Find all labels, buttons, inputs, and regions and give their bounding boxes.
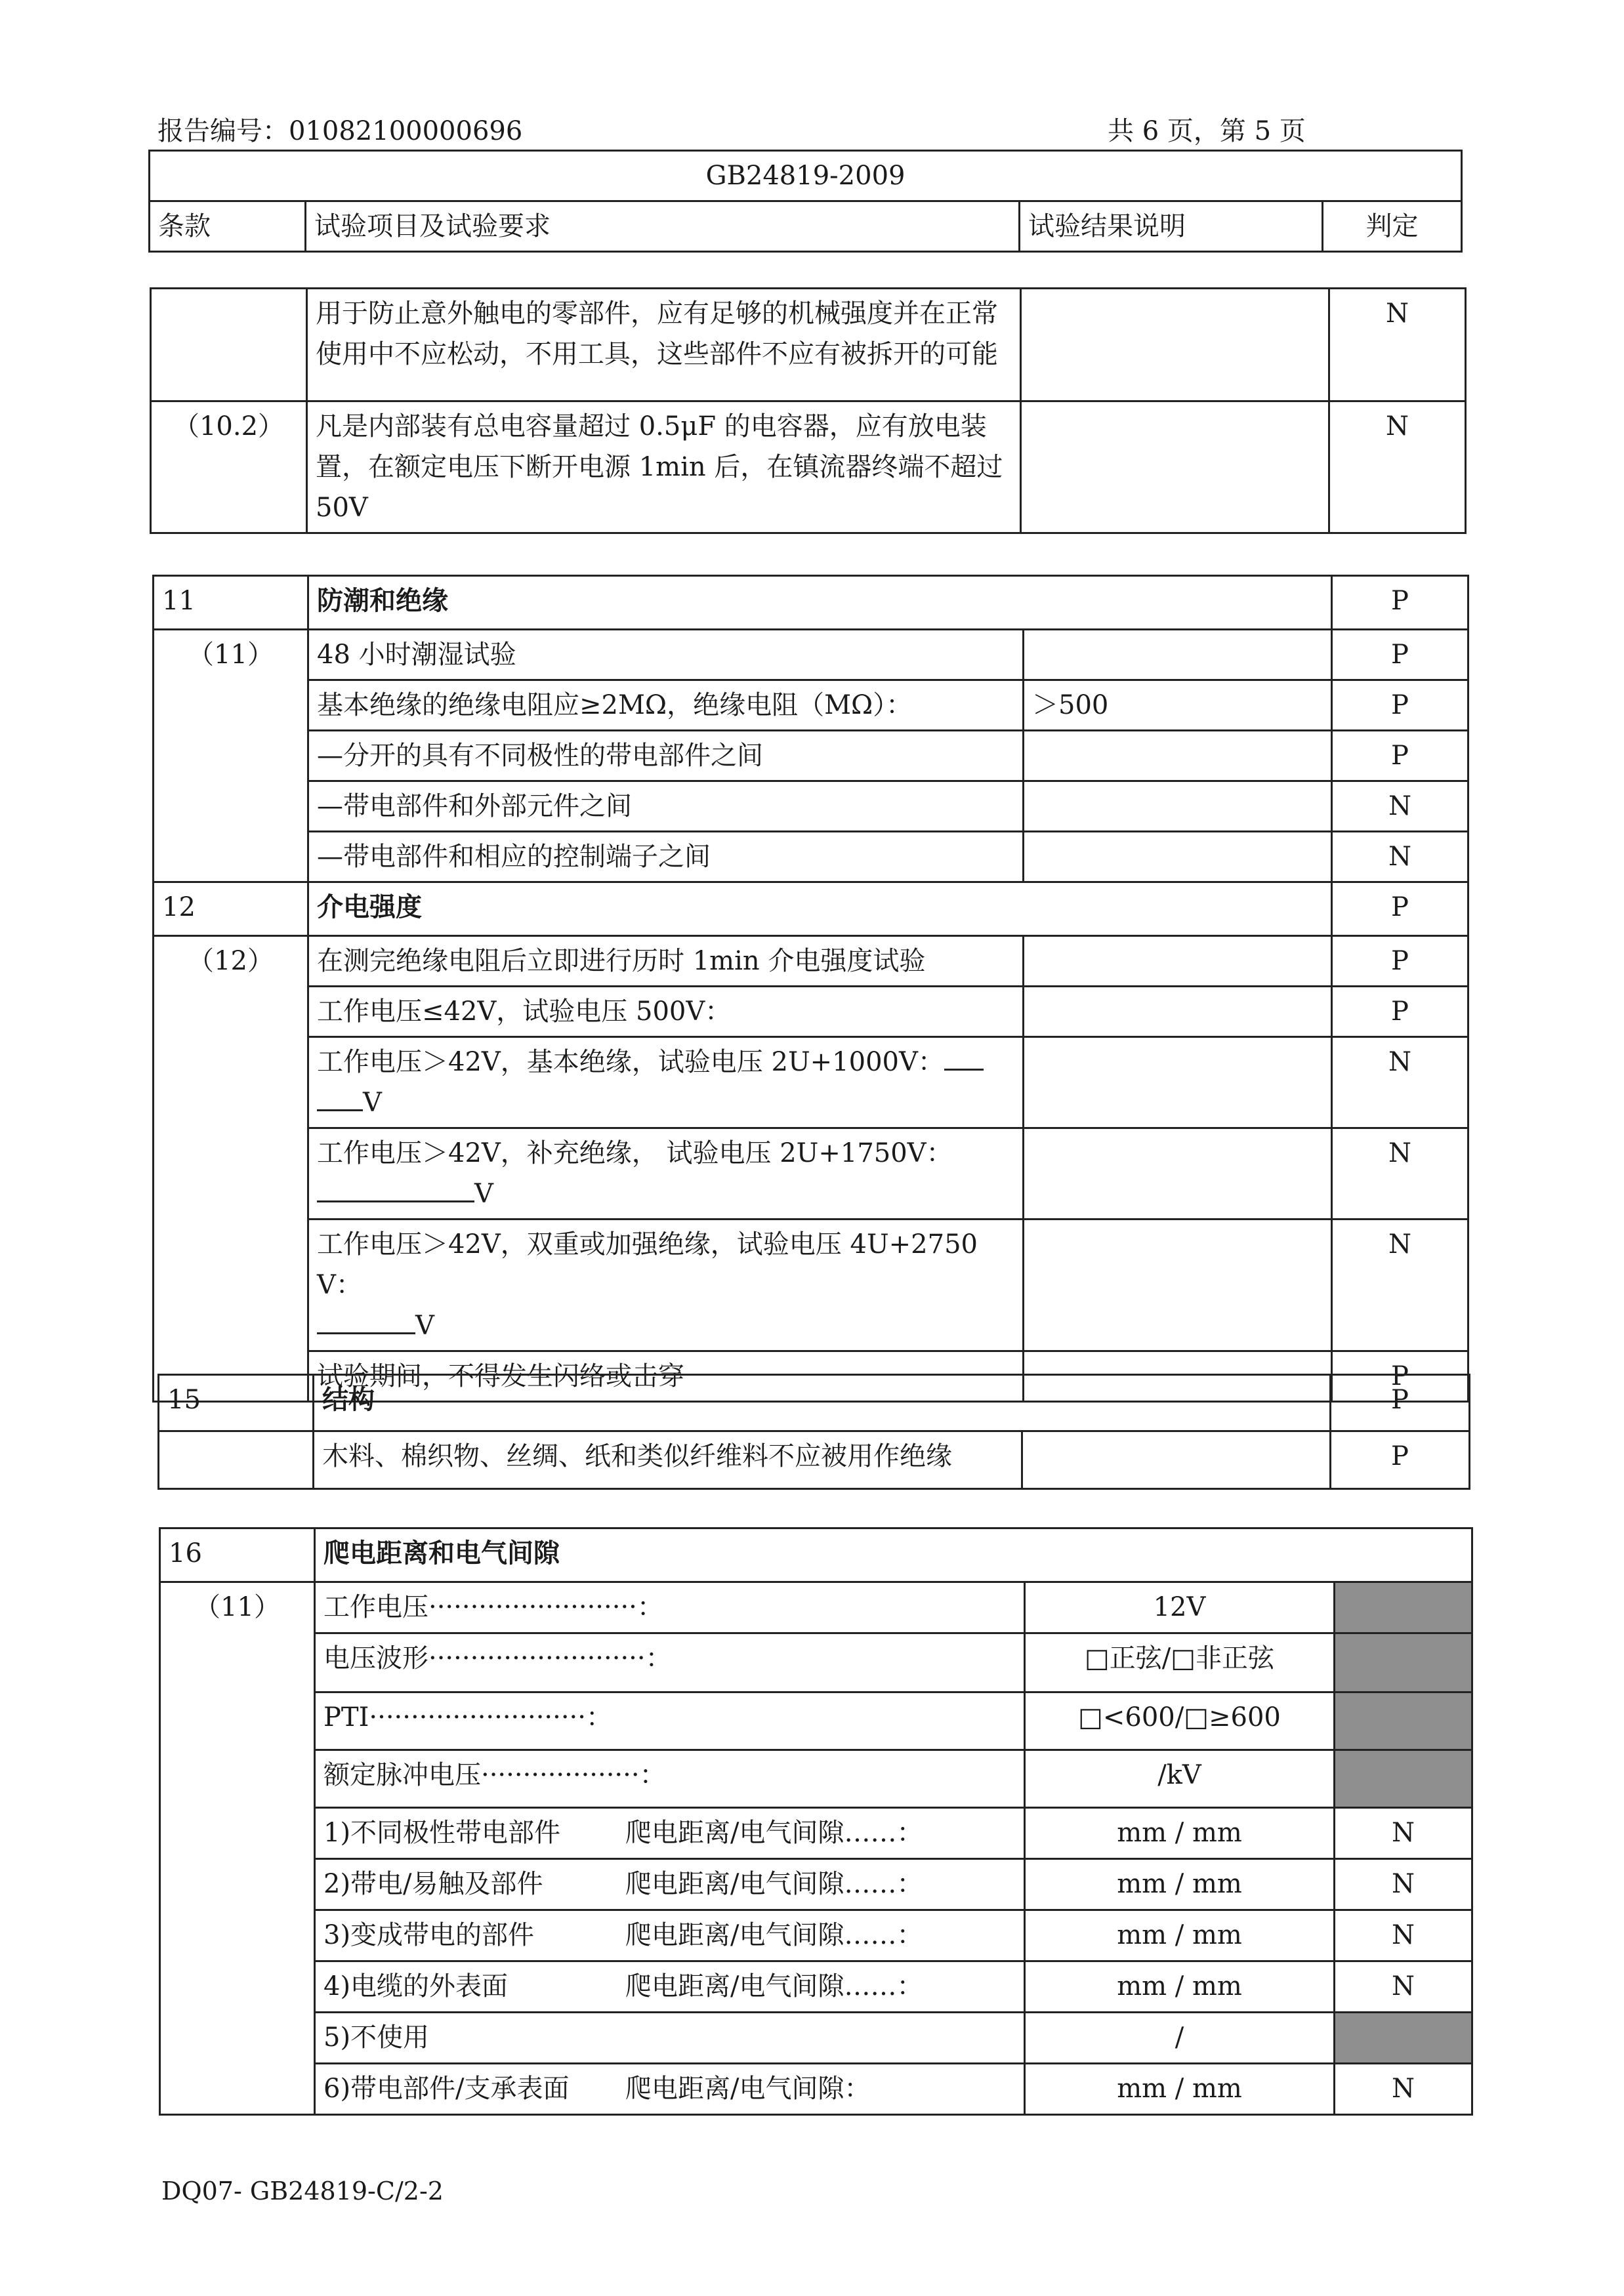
section-row [159, 1375, 1470, 1431]
verdict-cell: N [1335, 1808, 1472, 1859]
unit-text: V [415, 1311, 434, 1341]
verdict-cell: N [1329, 289, 1466, 401]
block-11-12 [152, 575, 1469, 1403]
distance-value: / [1025, 2013, 1335, 2064]
verdict-cell: P [1332, 630, 1468, 680]
col-item-header: 试验项目及试验要求 [306, 201, 1020, 252]
shaded-cell [1335, 1633, 1472, 1692]
item-cell: —分开的具有不同极性的带电部件之间 [308, 731, 1024, 781]
report-number: 报告编号：01082100000696 [157, 116, 523, 146]
sub-clause-cell: （11） [154, 630, 308, 882]
form-code: DQ07- GB24819-C/2-2 [161, 2177, 444, 2205]
verdict-cell: P [1332, 1351, 1468, 1402]
table-row [154, 630, 1468, 680]
verdict-cell: N [1329, 401, 1466, 533]
table-row [160, 1692, 1472, 1750]
section-title: 介电强度 [308, 882, 1332, 936]
col-verdict-header: 判定 [1323, 201, 1462, 252]
result-cell [1024, 781, 1332, 832]
part-name: 1)不同极性带电部件 [323, 1818, 561, 1848]
item-text: 工作电压＞42V，双重或加强绝缘，试验电压 4U+2750V： [317, 1229, 978, 1300]
verdict-cell: P [1332, 987, 1468, 1037]
result-cell [1021, 401, 1329, 533]
item-cell [308, 1128, 1024, 1220]
table-row [160, 1910, 1472, 1961]
result-cell [1022, 1431, 1331, 1489]
clause-cell: 15 [159, 1375, 314, 1431]
distance-value: mm / mm [1025, 1808, 1335, 1859]
result-cell [1024, 630, 1332, 680]
verdict-cell: N [1335, 1961, 1472, 2013]
distance-item [315, 2064, 1025, 2115]
section-row [154, 882, 1468, 936]
distance-item [315, 2013, 1025, 2064]
verdict-cell: P [1332, 882, 1468, 936]
clause-cell: 11 [154, 576, 308, 630]
section-title: 爬电距离和电气间隙 [315, 1528, 1472, 1582]
item-cell: 试验期间，不得发生闪络或击穿 [308, 1351, 1024, 1402]
table-row [154, 1220, 1468, 1351]
result-cell [1021, 289, 1329, 401]
block-15 [157, 1374, 1470, 1490]
blank-line [317, 1174, 474, 1202]
table-row [154, 731, 1468, 781]
result-cell [1024, 1220, 1332, 1351]
table-row [154, 987, 1468, 1037]
shaded-cell [1335, 1692, 1472, 1750]
result-cell [1024, 987, 1332, 1037]
verdict-cell: N [1335, 2064, 1472, 2115]
unit-text: V [363, 1088, 382, 1118]
table-row [154, 680, 1468, 731]
block-10 [150, 287, 1467, 534]
result-cell [1024, 1037, 1332, 1128]
distance-value: mm / mm [1025, 2064, 1335, 2115]
table-row [160, 1582, 1472, 1633]
blank-line [317, 1083, 363, 1111]
verdict-cell: P [1332, 731, 1468, 781]
distance-label: 爬电距离/电气间隙……： [625, 1869, 923, 1899]
item-cell: 凡是内部装有总电容量超过 0.5μF 的电容器，应有放电装置，在额定电压下断开电源 1min 后，在镇流器终端不超过 50V [307, 401, 1021, 533]
table-row [159, 1431, 1470, 1489]
verdict-cell: N [1335, 1910, 1472, 1961]
table-row [160, 1633, 1472, 1692]
verdict-cell: N [1332, 781, 1468, 832]
item-cell [308, 1037, 1024, 1128]
param-value: 12V [1025, 1582, 1335, 1633]
result-cell [1024, 1128, 1332, 1220]
table-row [160, 1808, 1472, 1859]
table-row [154, 1128, 1468, 1220]
sub-clause-cell: （11） [160, 1582, 315, 2115]
distance-item [315, 1808, 1025, 1859]
blank-line [944, 1042, 984, 1071]
page-info: 共 6 页，第 5 页 [1108, 116, 1306, 146]
table-row [154, 1037, 1468, 1128]
table-row [160, 1859, 1472, 1910]
unit-text: V [474, 1179, 493, 1209]
distance-label: 爬电距离/电气间隙： [625, 2074, 871, 2104]
param-value: □正弦/□非正弦 [1025, 1633, 1335, 1692]
section-row [160, 1528, 1472, 1582]
item-cell: 基本绝缘的绝缘电阻应≥2MΩ，绝缘电阻（MΩ）： [308, 680, 1024, 731]
table-row [160, 2064, 1472, 2115]
param-value: □<600/□≥600 [1025, 1692, 1335, 1750]
verdict-cell: N [1332, 1128, 1468, 1220]
verdict-cell: P [1332, 936, 1468, 987]
param-value: /kV [1025, 1750, 1335, 1808]
distance-value: mm / mm [1025, 1961, 1335, 2013]
verdict-cell: P [1332, 680, 1468, 731]
result-cell [1024, 936, 1332, 987]
part-name: 3)变成带电的部件 [323, 1920, 535, 1950]
col-clause-header: 条款 [150, 201, 306, 252]
result-cell [1024, 832, 1332, 882]
clause-cell [151, 289, 307, 401]
clause-cell: 12 [154, 882, 308, 936]
table-row [160, 2013, 1472, 2064]
verdict-cell: N [1332, 832, 1468, 882]
result-cell: ＞500 [1024, 680, 1332, 731]
table-row [160, 1961, 1472, 2013]
verdict-cell: N [1335, 1859, 1472, 1910]
part-name: 2)带电/易触及部件 [323, 1869, 543, 1899]
param-label: PTI··························： [315, 1692, 1025, 1750]
table-row [154, 936, 1468, 987]
param-label: 额定脉冲电压···················： [315, 1750, 1025, 1808]
item-cell: —带电部件和外部元件之间 [308, 781, 1024, 832]
table-row [154, 781, 1468, 832]
shaded-cell [1335, 1750, 1472, 1808]
verdict-cell: N [1332, 1037, 1468, 1128]
section-row [154, 576, 1468, 630]
part-name: 4)电缆的外表面 [323, 1971, 509, 2001]
section-title: 结构 [314, 1375, 1331, 1431]
item-cell: 工作电压≤42V，试验电压 500V： [308, 987, 1024, 1037]
verdict-cell: N [1332, 1220, 1468, 1351]
distance-label: 爬电距离/电气间隙……： [625, 1818, 923, 1848]
item-cell: 48 小时潮湿试验 [308, 630, 1024, 680]
verdict-cell: P [1331, 1431, 1470, 1489]
item-cell: 用于防止意外触电的零部件，应有足够的机械强度并在正常使用中不应松动，不用工具，这些部件不应有被拆开的可能 [307, 289, 1021, 401]
distance-label: 爬电距离/电气间隙……： [625, 1920, 923, 1950]
shaded-cell [1335, 2013, 1472, 2064]
table-row [154, 832, 1468, 882]
shaded-cell [1335, 1582, 1472, 1633]
section-title: 防潮和绝缘 [308, 576, 1332, 630]
verdict-cell: P [1332, 576, 1468, 630]
param-label: 电压波形··························： [315, 1633, 1025, 1692]
table-row [160, 1750, 1472, 1808]
clause-cell: （10.2） [151, 401, 307, 533]
header-table [148, 150, 1463, 253]
standard-title: GB24819-2009 [150, 151, 1462, 201]
distance-item [315, 1859, 1025, 1910]
verdict-cell: P [1331, 1375, 1470, 1431]
distance-item [315, 1961, 1025, 2013]
part-name: 6)带电部件/支承表面 [323, 2074, 570, 2104]
item-cell: —带电部件和相应的控制端子之间 [308, 832, 1024, 882]
clause-cell: 16 [160, 1528, 315, 1582]
col-result-header: 试验结果说明 [1020, 201, 1323, 252]
sub-clause-cell: （12） [154, 936, 308, 1402]
distance-value: mm / mm [1025, 1910, 1335, 1961]
distance-label: 爬电距离/电气间隙……： [625, 1971, 923, 2001]
part-name: 5)不使用 [323, 2022, 430, 2053]
table-row [151, 401, 1466, 533]
blank-line [317, 1306, 415, 1334]
item-cell: 在测完绝缘电阻后立即进行历时 1min 介电强度试验 [308, 936, 1024, 987]
param-label: 工作电压·························： [315, 1582, 1025, 1633]
item-cell: 木料、棉织物、丝绸、纸和类似纤维料不应被用作绝缘 [314, 1431, 1022, 1489]
block-16 [159, 1527, 1473, 2116]
table-row [151, 289, 1466, 401]
distance-value: mm / mm [1025, 1859, 1335, 1910]
item-text: 工作电压＞42V，基本绝缘，试验电压 2U+1000V： [317, 1047, 944, 1077]
clause-cell [159, 1431, 314, 1489]
item-text: 工作电压＞42V，补充绝缘， 试验电压 2U+1750V： [317, 1138, 953, 1168]
distance-item [315, 1910, 1025, 1961]
result-cell [1024, 731, 1332, 781]
item-cell [308, 1220, 1024, 1351]
